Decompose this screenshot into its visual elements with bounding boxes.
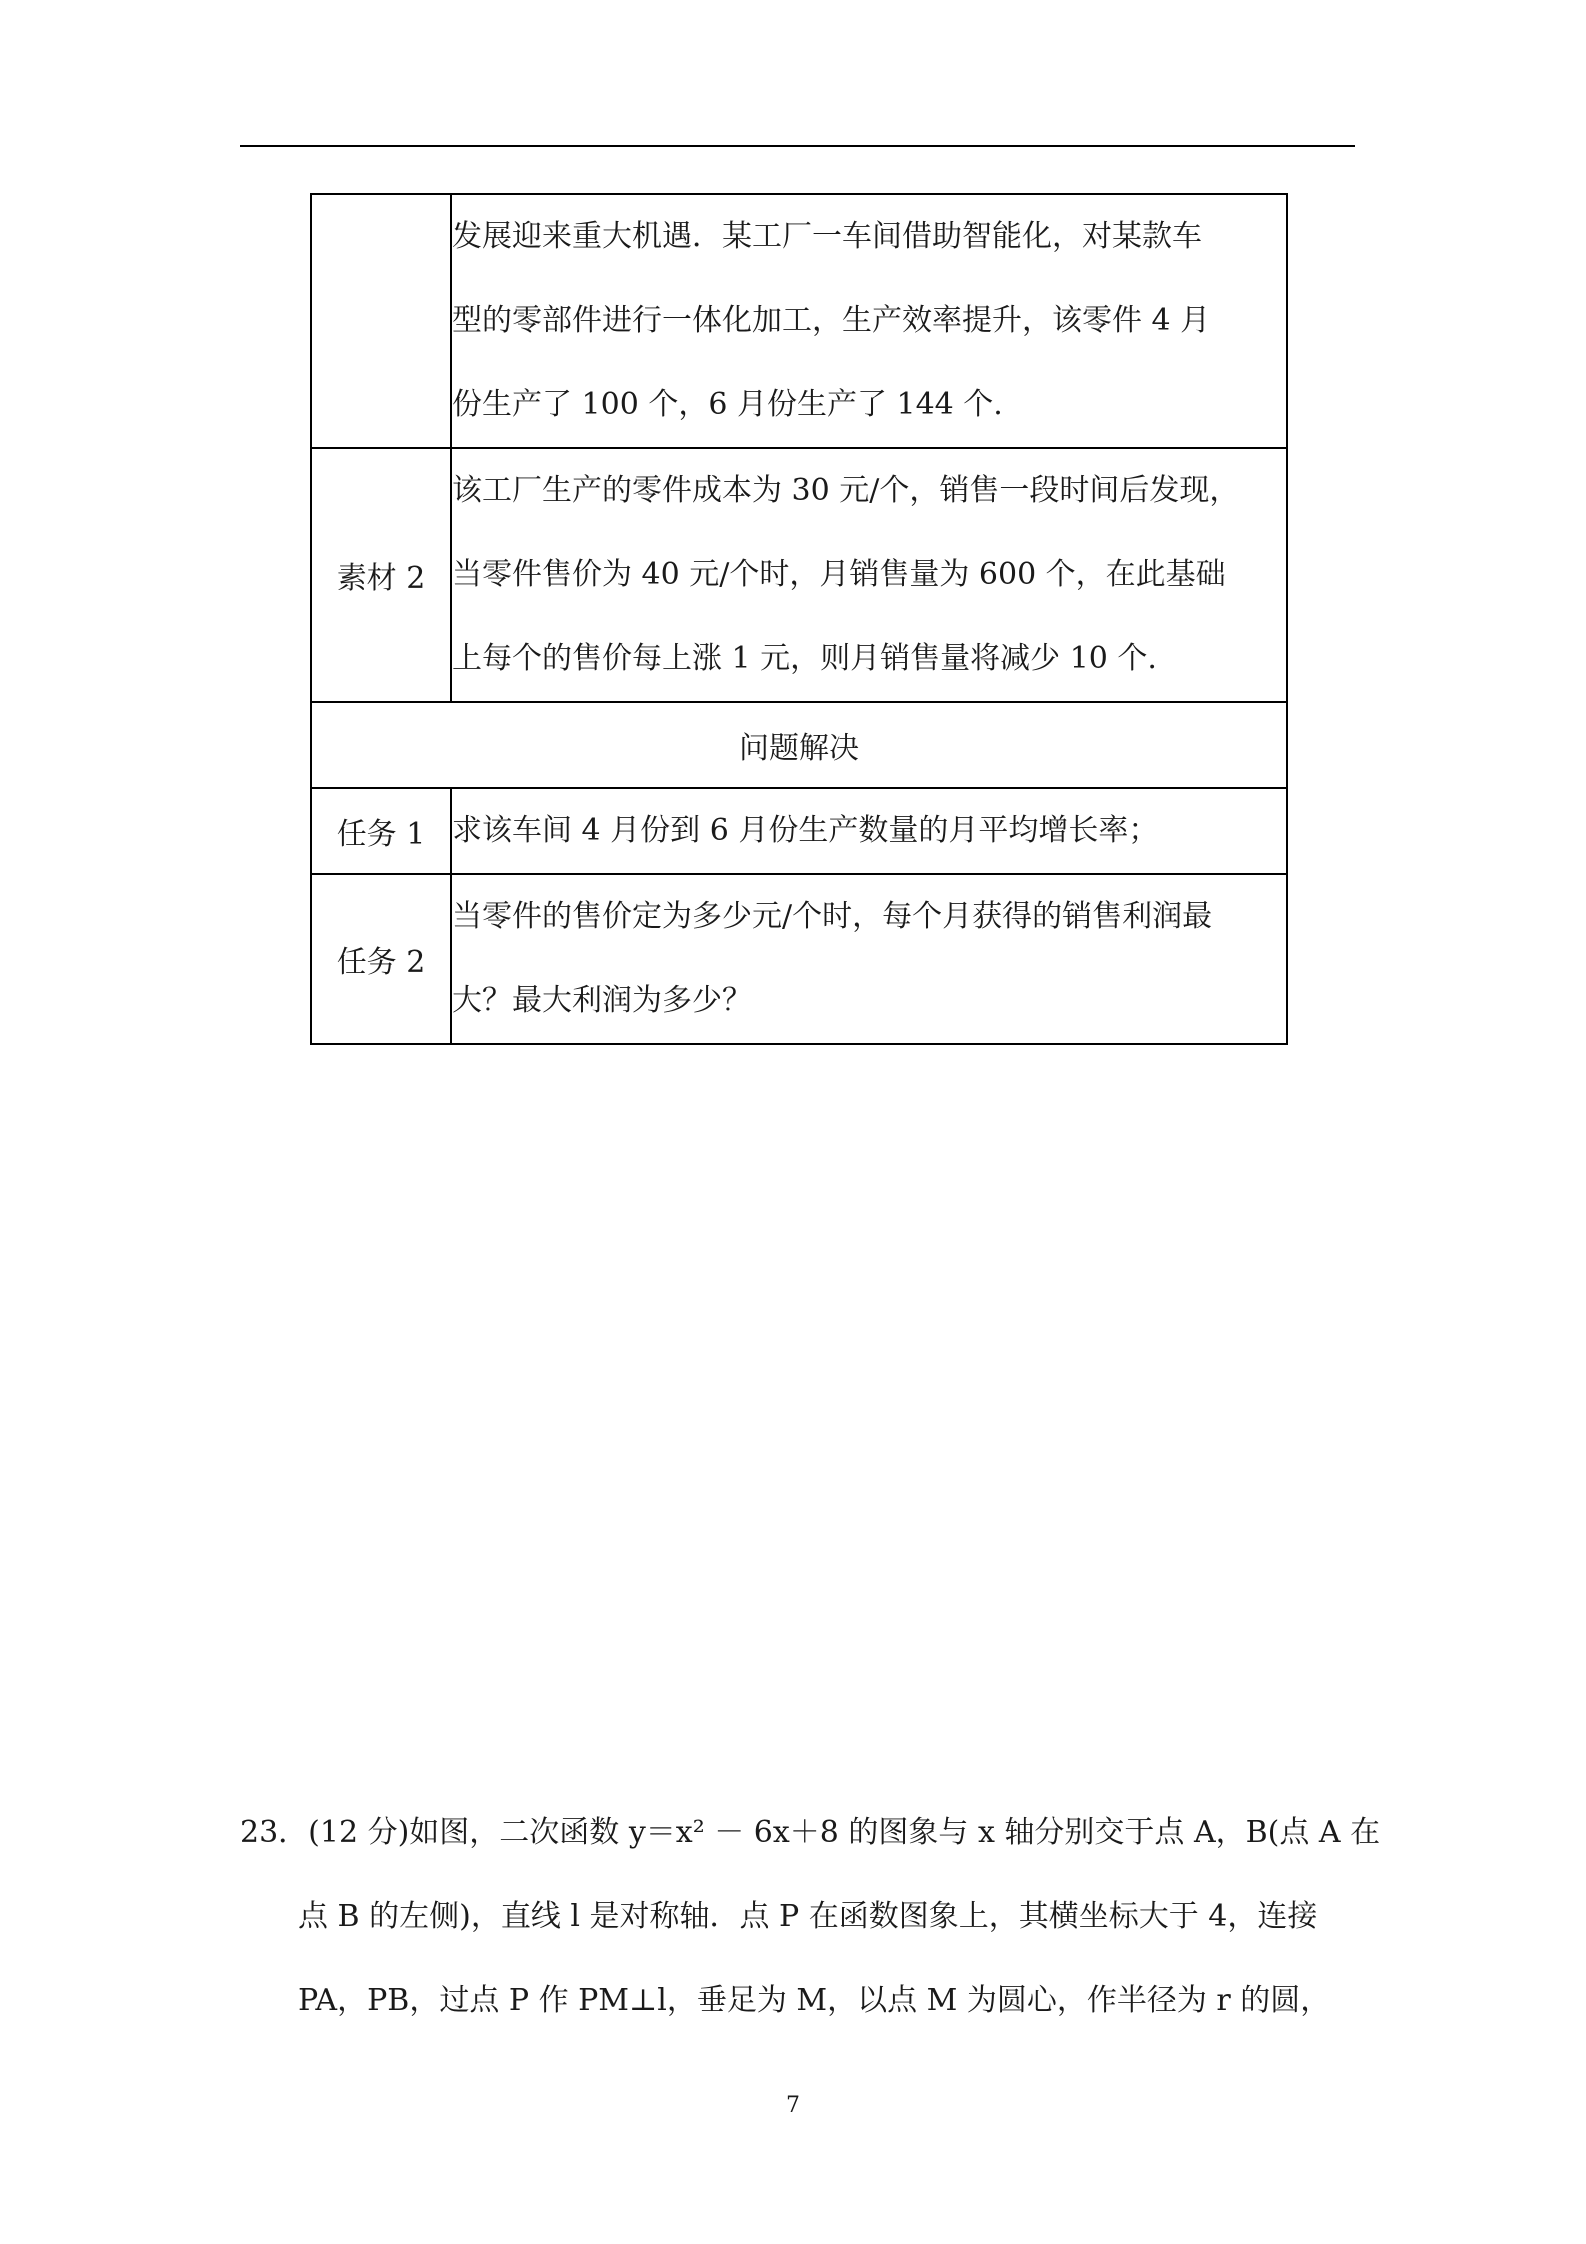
task2-line-1: 当零件的售价定为多少元/个时，每个月获得的销售利润最 bbox=[452, 899, 1213, 934]
question-line-1: 23．(12 分)如图，二次函数 y＝x² － 6x＋8 的图象与 x 轴分别交于点 A，B(点 A 在 bbox=[240, 1815, 1381, 1850]
row2-line-1: 该工厂生产的零件成本为 30 元/个，销售一段时间后发现， bbox=[452, 473, 1240, 508]
task1-line-1: 求该车间 4 月份到 6 月份生产数量的月平均增长率； bbox=[452, 813, 1159, 848]
page-number: 7 bbox=[786, 2093, 800, 2118]
table-row-material-2 bbox=[311, 448, 1287, 702]
task2-content-cell bbox=[451, 874, 1287, 1044]
row2-line-3: 上每个的售价每上涨 1 元，则月销售量将减少 10 个. bbox=[452, 641, 1157, 676]
row2-line-2: 当零件售价为 40 元/个时，月销售量为 600 个，在此基础 bbox=[452, 557, 1226, 592]
question-line-3: PA，PB，过点 P 作 PM⊥l，垂足为 M，以点 M 为圆心，作半径为 r 的圆， bbox=[298, 1983, 1331, 2018]
table-row-section bbox=[311, 702, 1287, 788]
row2-label-cell: 素材 2 bbox=[311, 448, 451, 702]
table-row-task-2 bbox=[311, 874, 1287, 1044]
row1-label-cell bbox=[311, 194, 451, 448]
task2-label-cell: 任务 2 bbox=[311, 874, 451, 1044]
row1-line-3: 份生产了 100 个，6 月份生产了 144 个. bbox=[452, 387, 1003, 422]
material-table bbox=[310, 193, 1288, 1045]
task2-line-2: 大？最大利润为多少？ bbox=[452, 983, 752, 1018]
header-rule bbox=[240, 145, 1355, 147]
row1-line-1: 发展迎来重大机遇．某工厂一车间借助智能化，对某款车 bbox=[452, 219, 1202, 254]
table-row-task-1 bbox=[311, 788, 1287, 874]
task1-label-cell: 任务 1 bbox=[311, 788, 451, 874]
task1-content-cell bbox=[451, 788, 1287, 874]
table-row-material-1 bbox=[311, 194, 1287, 448]
row1-content-cell bbox=[451, 194, 1287, 448]
question-23 bbox=[240, 1791, 1381, 2043]
section-title: 问题解决 bbox=[311, 702, 1287, 788]
row1-line-2: 型的零部件进行一体化加工，生产效率提升，该零件 4 月 bbox=[452, 303, 1211, 338]
question-line-2: 点 B 的左侧)，直线 l 是对称轴．点 P 在函数图象上，其横坐标大于 4，连接 bbox=[298, 1899, 1318, 1934]
row2-content-cell bbox=[451, 448, 1287, 702]
